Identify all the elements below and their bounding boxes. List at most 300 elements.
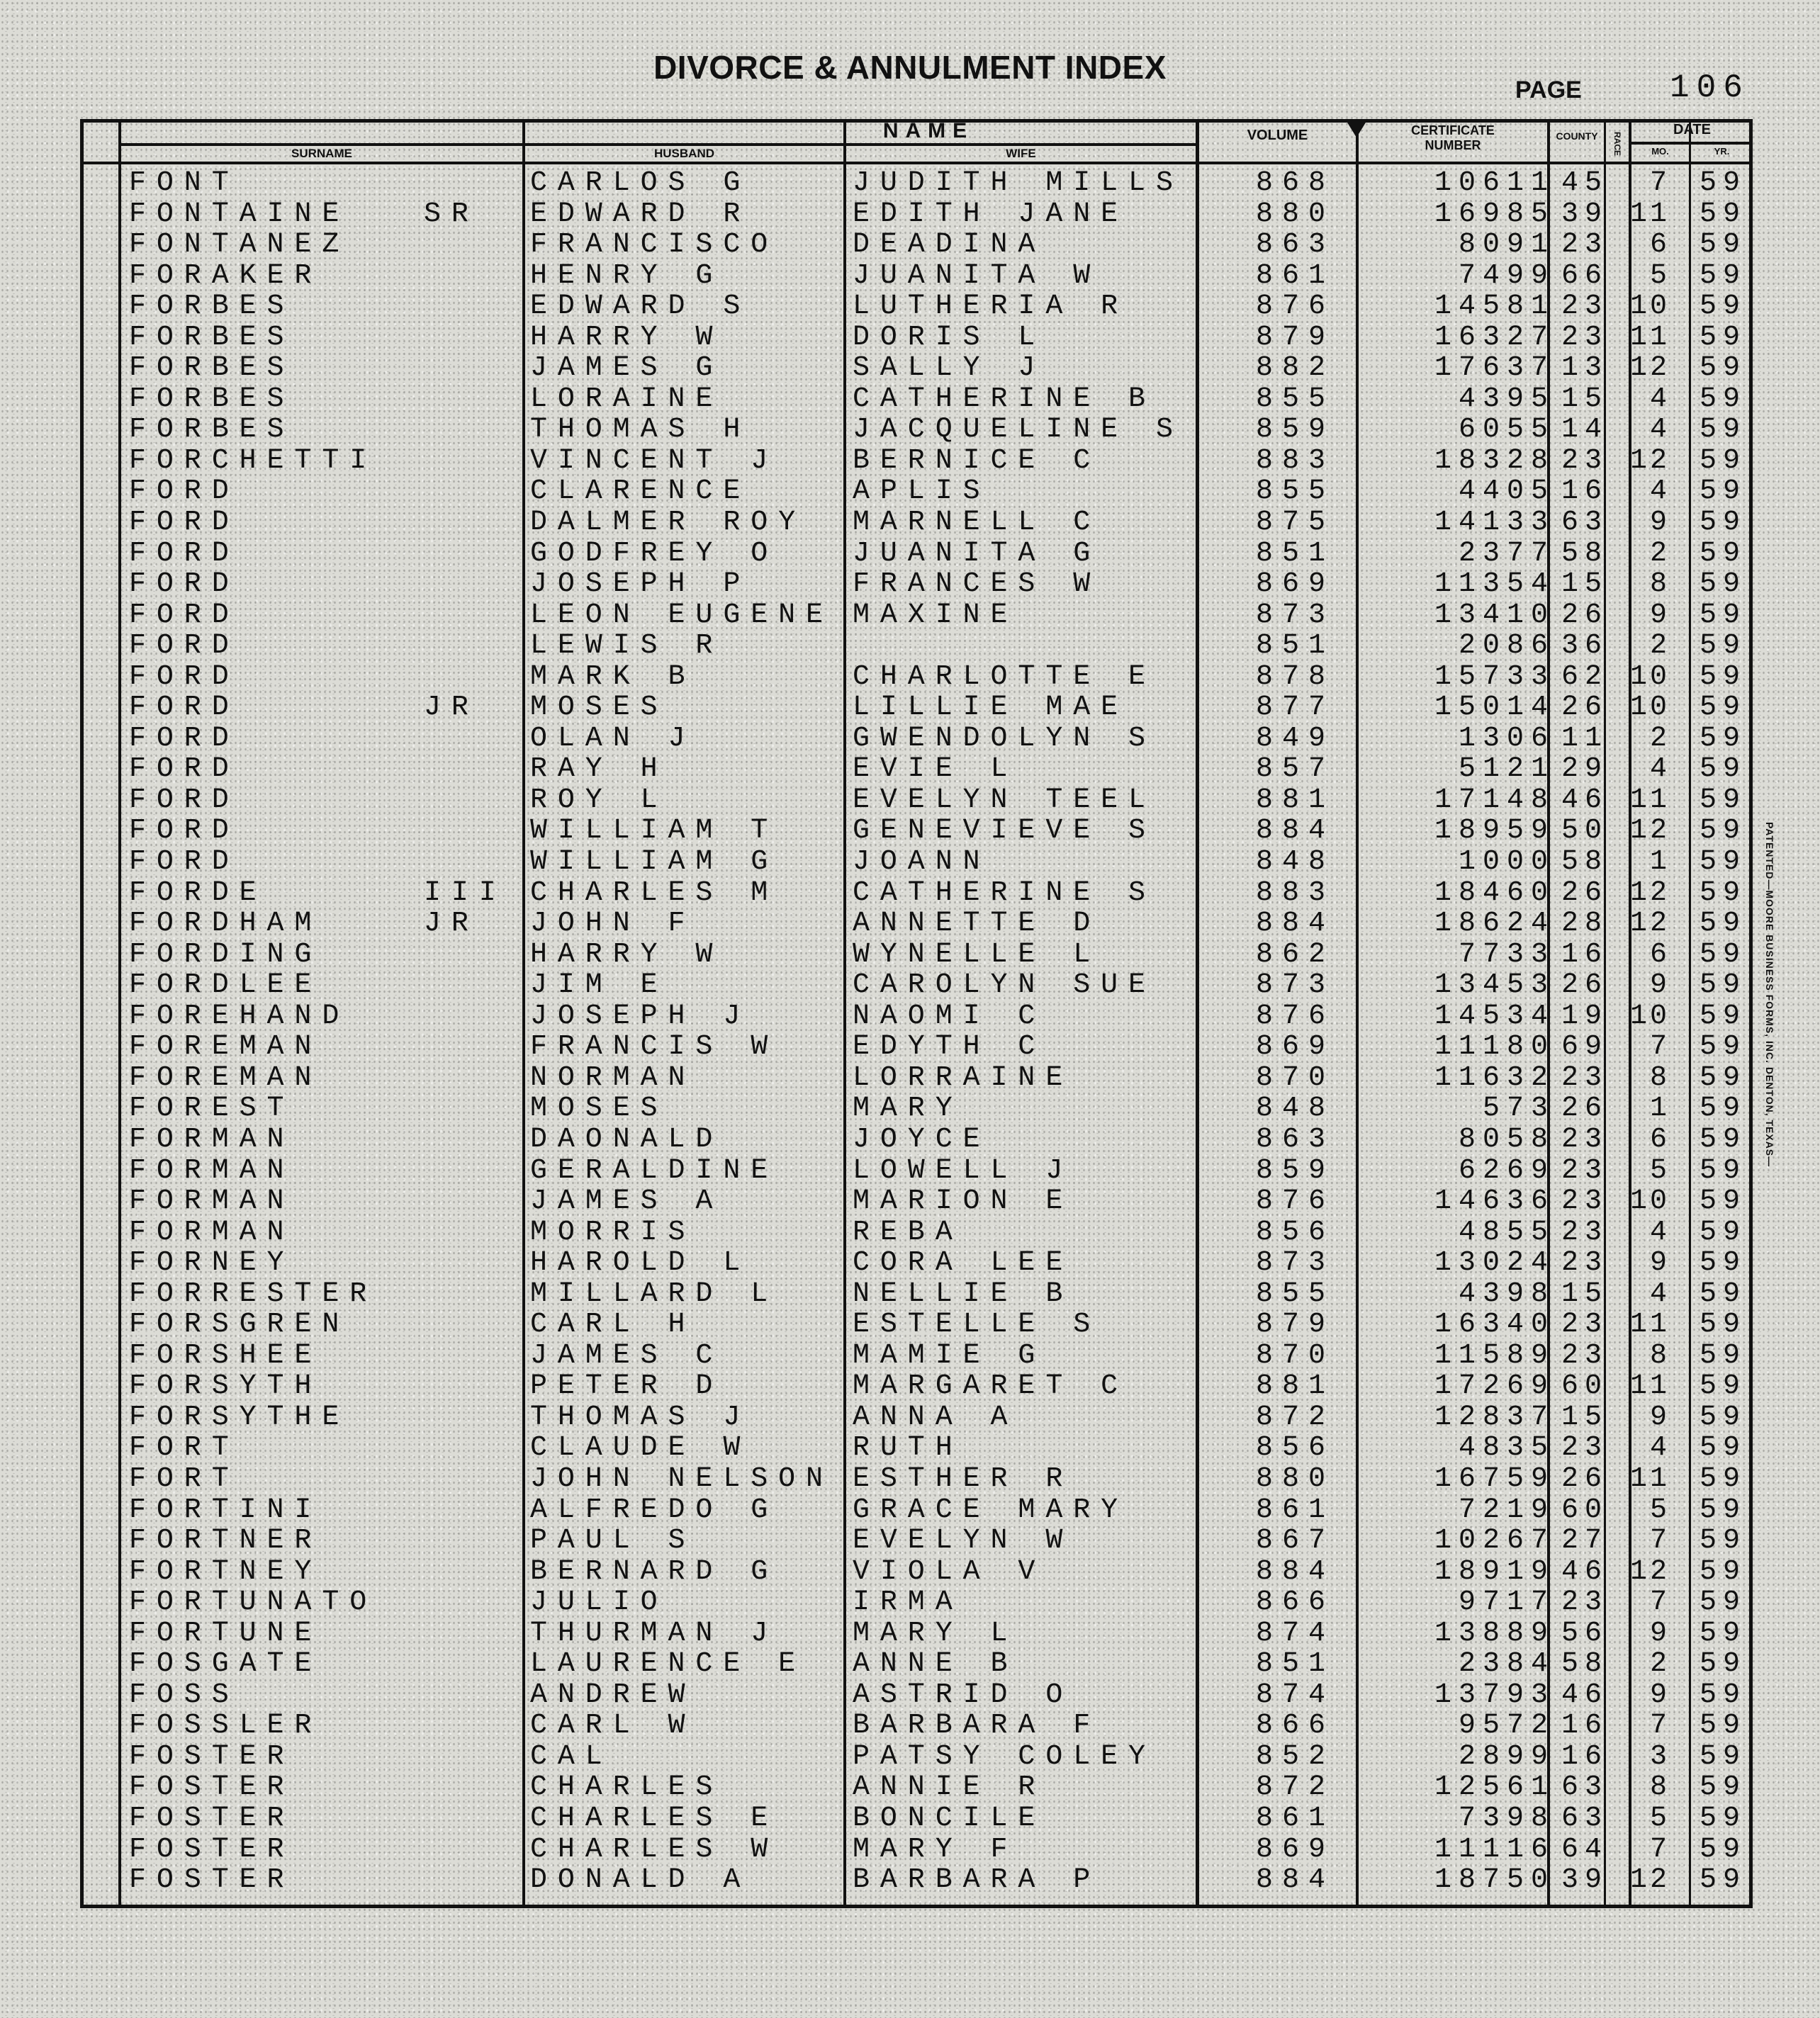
table-row bbox=[0, 1494, 1820, 1526]
volume-cell: 851 bbox=[1256, 630, 1335, 663]
year-cell: 59 bbox=[1700, 1679, 1747, 1711]
husband-cell: JULIO bbox=[530, 1586, 668, 1619]
volume-cell: 870 bbox=[1256, 1339, 1335, 1372]
county-cell: 23 bbox=[1561, 1586, 1609, 1619]
table-row bbox=[0, 1278, 1820, 1309]
wife-cell: MAXINE bbox=[853, 599, 1018, 631]
county-cell: 23 bbox=[1561, 1339, 1609, 1372]
surname-cell: FORSGREN bbox=[129, 1309, 350, 1341]
husband-cell: HARRY W bbox=[530, 938, 724, 971]
surname-cell: FORNEY bbox=[129, 1247, 295, 1280]
husband-cell: CARL H bbox=[530, 1309, 696, 1341]
county-cell: 23 bbox=[1561, 1432, 1609, 1465]
husband-cell: PAUL S bbox=[530, 1525, 696, 1557]
volume-cell: 879 bbox=[1256, 1309, 1335, 1341]
surname-cell: FORSYTHE bbox=[129, 1401, 350, 1433]
month-cell: 5 bbox=[1649, 1154, 1670, 1187]
husband-cell: CHARLES E bbox=[530, 1802, 779, 1834]
surname-header: SURNAME bbox=[291, 147, 352, 160]
volume-cell: 869 bbox=[1256, 1031, 1335, 1064]
table-row bbox=[0, 414, 1820, 445]
month-cell: 10 bbox=[1629, 660, 1670, 693]
county-cell: 26 bbox=[1561, 599, 1609, 631]
certificate-cell: 13024 bbox=[1434, 1247, 1555, 1280]
surname-cell: FOSTER bbox=[129, 1771, 295, 1804]
certificate-cell: 5121 bbox=[1458, 753, 1555, 786]
volume-cell: 856 bbox=[1256, 1216, 1335, 1248]
husband-cell: GERALDINE bbox=[530, 1154, 779, 1187]
volume-cell: 876 bbox=[1256, 1185, 1335, 1218]
county-cell: 62 bbox=[1561, 660, 1609, 693]
wife-cell: SALLY J bbox=[853, 352, 1046, 385]
table-row bbox=[0, 1864, 1820, 1895]
wife-cell: LOWELL J bbox=[853, 1154, 1074, 1187]
year-cell: 59 bbox=[1700, 1740, 1747, 1773]
county-cell: 26 bbox=[1561, 876, 1609, 909]
table-row bbox=[0, 198, 1820, 230]
surname-cell: FORD bbox=[129, 475, 240, 508]
certificate-cell: 7733 bbox=[1458, 938, 1555, 971]
wife-cell: ESTHER R bbox=[853, 1462, 1074, 1495]
wife-cell: DORIS L bbox=[853, 321, 1046, 354]
surname-cell: FORTNER bbox=[129, 1525, 322, 1557]
county-cell: 23 bbox=[1561, 291, 1609, 323]
table-row bbox=[0, 1648, 1820, 1679]
certificate-cell: 8058 bbox=[1458, 1123, 1555, 1156]
county-cell: 69 bbox=[1561, 1031, 1609, 1064]
wife-cell: GRACE MARY bbox=[853, 1494, 1129, 1526]
volume-cell: 848 bbox=[1256, 1093, 1335, 1125]
volume-cell: 875 bbox=[1256, 507, 1335, 539]
volume-cell: 874 bbox=[1256, 1679, 1335, 1711]
wife-cell: PATSY COLEY bbox=[853, 1740, 1156, 1773]
county-cell: 23 bbox=[1561, 1154, 1609, 1187]
table-row bbox=[0, 1463, 1820, 1494]
certificate-header-line2: NUMBER bbox=[1425, 138, 1481, 152]
surname-cell: FORAKER bbox=[129, 259, 322, 292]
certificate-cell: 17148 bbox=[1434, 784, 1555, 816]
county-cell: 23 bbox=[1561, 1061, 1609, 1094]
table-row bbox=[0, 1618, 1820, 1649]
volume-cell: 880 bbox=[1256, 1462, 1335, 1495]
table-row bbox=[0, 939, 1820, 970]
county-cell: 58 bbox=[1561, 1648, 1609, 1681]
month-cell: 11 bbox=[1629, 1370, 1670, 1403]
county-cell: 23 bbox=[1561, 1309, 1609, 1341]
husband-cell: JAMES A bbox=[530, 1185, 724, 1218]
date-header-rule bbox=[1629, 142, 1753, 145]
certificate-cell: 4395 bbox=[1458, 383, 1555, 415]
surname-cell: FORTINI bbox=[129, 1494, 322, 1526]
year-cell: 59 bbox=[1700, 692, 1747, 724]
year-cell: 59 bbox=[1700, 1185, 1747, 1218]
wife-cell: REBA bbox=[853, 1216, 963, 1248]
wife-cell: MARION E bbox=[853, 1185, 1074, 1218]
county-cell: 26 bbox=[1561, 969, 1609, 1002]
table-row bbox=[0, 1586, 1820, 1618]
year-cell: 59 bbox=[1700, 198, 1747, 230]
surname-cell: FORD bbox=[129, 660, 240, 693]
surname-cell: FONTANEZ bbox=[129, 229, 350, 261]
month-cell: 3 bbox=[1649, 1740, 1670, 1773]
certificate-cell: 11354 bbox=[1434, 568, 1555, 601]
county-cell: 39 bbox=[1561, 198, 1609, 230]
month-cell: 5 bbox=[1649, 1802, 1670, 1834]
table-row bbox=[0, 260, 1820, 291]
wife-cell: JACQUELINE S bbox=[853, 414, 1184, 446]
wife-cell: DEADINA bbox=[853, 229, 1046, 261]
county-cell: 26 bbox=[1561, 692, 1609, 724]
certificate-cell: 10611 bbox=[1434, 167, 1555, 199]
year-cell: 59 bbox=[1700, 660, 1747, 693]
volume-cell: 878 bbox=[1256, 660, 1335, 693]
month-cell: 4 bbox=[1649, 414, 1670, 446]
volume-cell: 855 bbox=[1256, 1278, 1335, 1310]
table-row bbox=[0, 1309, 1820, 1340]
husband-cell: EDWARD R bbox=[530, 198, 751, 230]
month-cell: 10 bbox=[1629, 1000, 1670, 1032]
volume-cell: 883 bbox=[1256, 444, 1335, 477]
table-row bbox=[0, 383, 1820, 415]
husband-cell: CLARENCE bbox=[530, 475, 751, 508]
surname-cell: FORTNEY bbox=[129, 1555, 322, 1588]
wife-cell: BERNICE C bbox=[853, 444, 1101, 477]
volume-cell: 863 bbox=[1256, 1123, 1335, 1156]
wife-cell: EVELYN W bbox=[853, 1525, 1074, 1557]
wife-cell: ANNETTE D bbox=[853, 908, 1101, 940]
husband-cell: MARK B bbox=[530, 660, 696, 693]
wife-cell: NAOMI C bbox=[853, 1000, 1046, 1032]
table-row bbox=[0, 1185, 1820, 1217]
surname-cell: FORBES bbox=[129, 383, 295, 415]
certificate-cell: 7499 bbox=[1458, 259, 1555, 292]
table-row bbox=[0, 1247, 1820, 1278]
husband-cell: THOMAS J bbox=[530, 1401, 751, 1433]
month-cell: 4 bbox=[1649, 753, 1670, 786]
table-row bbox=[0, 1340, 1820, 1371]
table-row bbox=[0, 1803, 1820, 1834]
county-cell: 27 bbox=[1561, 1525, 1609, 1557]
wife-cell: RUTH bbox=[853, 1432, 963, 1465]
surname-cell: FORBES bbox=[129, 352, 295, 385]
month-cell: 9 bbox=[1649, 1247, 1670, 1280]
county-cell: 66 bbox=[1561, 259, 1609, 292]
table-row bbox=[0, 445, 1820, 476]
husband-cell: LEON EUGENE bbox=[530, 599, 833, 631]
table-row bbox=[0, 507, 1820, 538]
table-row bbox=[0, 1217, 1820, 1248]
wife-cell: EVELYN TEEL bbox=[853, 784, 1156, 816]
race-header: RACE bbox=[1612, 132, 1622, 157]
surname-cell: FORMAN bbox=[129, 1123, 295, 1156]
year-cell: 59 bbox=[1700, 1494, 1747, 1526]
table-row bbox=[0, 815, 1820, 846]
table-row bbox=[0, 599, 1820, 631]
month-cell: 12 bbox=[1629, 444, 1670, 477]
volume-cell: 876 bbox=[1256, 291, 1335, 323]
table-row bbox=[0, 1124, 1820, 1155]
year-cell: 59 bbox=[1700, 753, 1747, 786]
year-cell: 59 bbox=[1700, 1031, 1747, 1064]
surname-cell: FORD bbox=[129, 507, 240, 539]
husband-cell: JIM E bbox=[530, 969, 668, 1002]
year-cell: 59 bbox=[1700, 352, 1747, 385]
husband-cell: CARLOS G bbox=[530, 167, 751, 199]
wife-cell: WYNELLE L bbox=[853, 938, 1101, 971]
volume-cell: 882 bbox=[1256, 352, 1335, 385]
table-row bbox=[0, 322, 1820, 353]
husband-cell: JAMES C bbox=[530, 1339, 724, 1372]
table-row bbox=[0, 229, 1820, 260]
surname-cell: FORD bbox=[129, 630, 240, 663]
down-triangle-icon bbox=[1344, 118, 1369, 139]
wife-cell: JUANITA W bbox=[853, 259, 1101, 292]
wife-cell: ANNE B bbox=[853, 1648, 1018, 1681]
certificate-cell: 18460 bbox=[1434, 876, 1555, 909]
year-cell: 59 bbox=[1700, 1555, 1747, 1588]
husband-cell: THURMAN J bbox=[530, 1617, 779, 1650]
year-cell: 59 bbox=[1700, 229, 1747, 261]
husband-cell: BERNARD G bbox=[530, 1555, 779, 1588]
husband-cell: MORRIS bbox=[530, 1216, 696, 1248]
surname-cell: FOREHAND bbox=[129, 1000, 350, 1032]
wife-cell: EDITH JANE bbox=[853, 198, 1129, 230]
year-cell: 59 bbox=[1700, 1216, 1747, 1248]
month-cell: 5 bbox=[1649, 259, 1670, 292]
husband-cell: LORAINE bbox=[530, 383, 724, 415]
table-row bbox=[0, 1834, 1820, 1865]
year-cell: 59 bbox=[1700, 1617, 1747, 1650]
month-cell: 4 bbox=[1649, 475, 1670, 508]
husband-cell: WILLIAM G bbox=[530, 846, 779, 879]
wife-cell: VIOLA V bbox=[853, 1555, 1046, 1588]
county-cell: 26 bbox=[1561, 1462, 1609, 1495]
month-cell: 6 bbox=[1649, 938, 1670, 971]
table-row bbox=[0, 1155, 1820, 1186]
volume-cell: 879 bbox=[1256, 321, 1335, 354]
county-cell: 60 bbox=[1561, 1370, 1609, 1403]
husband-cell: HENRY G bbox=[530, 259, 724, 292]
wife-cell: JOYCE bbox=[853, 1123, 991, 1156]
volume-cell: 876 bbox=[1256, 1000, 1335, 1032]
year-cell: 59 bbox=[1700, 1000, 1747, 1032]
wife-cell: CHARLOTTE E bbox=[853, 660, 1156, 693]
certificate-cell: 13410 bbox=[1434, 599, 1555, 631]
table-row bbox=[0, 1741, 1820, 1772]
certificate-cell: 16340 bbox=[1434, 1309, 1555, 1341]
husband-cell: MOSES bbox=[530, 692, 668, 724]
county-cell: 23 bbox=[1561, 1185, 1609, 1218]
month-cell: 8 bbox=[1649, 568, 1670, 601]
county-cell: 60 bbox=[1561, 1494, 1609, 1526]
volume-cell: 884 bbox=[1256, 908, 1335, 940]
surname-cell: FORT bbox=[129, 1432, 240, 1465]
year-cell: 59 bbox=[1700, 1278, 1747, 1310]
wife-cell: ESTELLE S bbox=[853, 1309, 1101, 1341]
county-cell: 16 bbox=[1561, 1740, 1609, 1773]
surname-cell: FORD bbox=[129, 692, 240, 724]
wife-cell: ANNA A bbox=[853, 1401, 1018, 1433]
husband-cell: DONALD A bbox=[530, 1864, 751, 1897]
husband-cell: LAURENCE E bbox=[530, 1648, 807, 1681]
year-cell: 59 bbox=[1700, 259, 1747, 292]
wife-cell: CAROLYN SUE bbox=[853, 969, 1156, 1002]
county-header: COUNTY bbox=[1556, 130, 1598, 142]
certificate-cell: 13793 bbox=[1434, 1679, 1555, 1711]
husband-cell: MILLARD L bbox=[530, 1278, 779, 1310]
month-header: MO. bbox=[1651, 146, 1669, 157]
wife-cell: IRMA bbox=[853, 1586, 963, 1619]
month-cell: 12 bbox=[1629, 876, 1670, 909]
volume-cell: 881 bbox=[1256, 784, 1335, 816]
table-row bbox=[0, 723, 1820, 754]
month-cell: 4 bbox=[1649, 1278, 1670, 1310]
county-cell: 36 bbox=[1561, 630, 1609, 663]
certificate-cell: 18328 bbox=[1434, 444, 1555, 477]
certificate-cell: 17637 bbox=[1434, 352, 1555, 385]
volume-cell: 872 bbox=[1256, 1771, 1335, 1804]
month-cell: 12 bbox=[1629, 352, 1670, 385]
certificate-cell: 15014 bbox=[1434, 692, 1555, 724]
county-cell: 13 bbox=[1561, 352, 1609, 385]
county-cell: 56 bbox=[1561, 1617, 1609, 1650]
month-cell: 7 bbox=[1649, 1833, 1670, 1866]
year-cell: 59 bbox=[1700, 846, 1747, 879]
table-row bbox=[0, 352, 1820, 383]
county-cell: 23 bbox=[1561, 444, 1609, 477]
suffix-cell: JR bbox=[424, 908, 479, 940]
wife-cell: BARBARA P bbox=[853, 1864, 1101, 1897]
printer-imprint: PATENTED—MOORE BUSINESS FORMS, INC. DENTON, TEXAS— bbox=[1764, 822, 1775, 1168]
husband-cell: EDWARD S bbox=[530, 291, 751, 323]
table-row bbox=[0, 538, 1820, 569]
page-label: PAGE bbox=[1515, 77, 1582, 103]
month-cell: 10 bbox=[1629, 291, 1670, 323]
year-cell: 59 bbox=[1700, 938, 1747, 971]
year-cell: 59 bbox=[1700, 1833, 1747, 1866]
volume-cell: 862 bbox=[1256, 938, 1335, 971]
table-row bbox=[0, 661, 1820, 692]
wife-cell: MARY L bbox=[853, 1617, 1018, 1650]
husband-cell: DALMER ROY bbox=[530, 507, 807, 539]
month-cell: 1 bbox=[1649, 846, 1670, 879]
certificate-cell: 18959 bbox=[1434, 815, 1555, 847]
certificate-cell: 4398 bbox=[1458, 1278, 1555, 1310]
table-row bbox=[0, 1556, 1820, 1587]
volume-cell: 868 bbox=[1256, 167, 1335, 199]
surname-cell: FORD bbox=[129, 722, 240, 755]
year-cell: 59 bbox=[1700, 1525, 1747, 1557]
county-cell: 23 bbox=[1561, 1123, 1609, 1156]
date-header: DATE bbox=[1673, 122, 1711, 137]
year-cell: 59 bbox=[1700, 1370, 1747, 1403]
husband-cell: HARRY W bbox=[530, 321, 724, 354]
year-cell: 59 bbox=[1700, 537, 1747, 570]
surname-cell: FORD bbox=[129, 599, 240, 631]
year-cell: 59 bbox=[1700, 475, 1747, 508]
volume-cell: 851 bbox=[1256, 537, 1335, 570]
volume-cell: 870 bbox=[1256, 1061, 1335, 1094]
month-cell: 7 bbox=[1649, 1525, 1670, 1557]
month-cell: 8 bbox=[1649, 1339, 1670, 1372]
wife-cell: MARGARET C bbox=[853, 1370, 1129, 1403]
suffix-cell: SR bbox=[424, 198, 479, 230]
wife-cell: CORA LEE bbox=[853, 1247, 1074, 1280]
husband-cell: FRANCIS W bbox=[530, 1031, 779, 1064]
name-header-rule bbox=[118, 143, 1199, 146]
county-cell: 28 bbox=[1561, 908, 1609, 940]
surname-cell: FORD bbox=[129, 537, 240, 570]
certificate-cell: 9717 bbox=[1458, 1586, 1555, 1619]
year-cell: 59 bbox=[1700, 507, 1747, 539]
county-cell: 46 bbox=[1561, 1679, 1609, 1711]
county-cell: 23 bbox=[1561, 321, 1609, 354]
certificate-cell: 15733 bbox=[1434, 660, 1555, 693]
volume-cell: 856 bbox=[1256, 1432, 1335, 1465]
certificate-cell: 12837 bbox=[1434, 1401, 1555, 1433]
husband-header: HUSBAND bbox=[654, 147, 714, 160]
certificate-cell: 4855 bbox=[1458, 1216, 1555, 1248]
wife-cell: EDYTH C bbox=[853, 1031, 1046, 1064]
husband-cell: CHARLES bbox=[530, 1771, 724, 1804]
surname-cell: FORMAN bbox=[129, 1154, 295, 1187]
table-row bbox=[0, 568, 1820, 599]
husband-cell: CHARLES W bbox=[530, 1833, 779, 1866]
year-cell: 59 bbox=[1700, 321, 1747, 354]
wife-cell: JOANN bbox=[853, 846, 991, 879]
certificate-cell: 6055 bbox=[1458, 414, 1555, 446]
wife-cell: LUTHERIA R bbox=[853, 291, 1129, 323]
page-title: DIVORCE & ANNULMENT INDEX bbox=[653, 49, 1167, 86]
year-cell: 59 bbox=[1700, 1123, 1747, 1156]
table-row bbox=[0, 1710, 1820, 1741]
certificate-cell: 2899 bbox=[1458, 1740, 1555, 1773]
surname-cell: FOREST bbox=[129, 1093, 295, 1125]
husband-cell: HAROLD L bbox=[530, 1247, 751, 1280]
volume-cell: 861 bbox=[1256, 259, 1335, 292]
volume-cell: 866 bbox=[1256, 1710, 1335, 1742]
wife-cell: EVIE L bbox=[853, 753, 1018, 786]
certificate-cell: 7398 bbox=[1458, 1802, 1555, 1834]
surname-cell: FORD bbox=[129, 784, 240, 816]
certificate-cell: 11589 bbox=[1434, 1339, 1555, 1372]
certificate-cell: 573 bbox=[1482, 1093, 1555, 1125]
surname-cell: FOSGATE bbox=[129, 1648, 322, 1681]
name-header: NAME bbox=[882, 119, 974, 142]
year-cell: 59 bbox=[1700, 414, 1747, 446]
volume-cell: 861 bbox=[1256, 1494, 1335, 1526]
certificate-cell: 8091 bbox=[1458, 229, 1555, 261]
year-cell: 59 bbox=[1700, 1093, 1747, 1125]
year-cell: 59 bbox=[1700, 291, 1747, 323]
surname-cell: FOSTER bbox=[129, 1802, 295, 1834]
wife-header: WIFE bbox=[1006, 147, 1036, 160]
certificate-cell: 6269 bbox=[1458, 1154, 1555, 1187]
year-cell: 59 bbox=[1700, 1309, 1747, 1341]
husband-cell: VINCENT J bbox=[530, 444, 779, 477]
certificate-cell: 1306 bbox=[1458, 722, 1555, 755]
table-row bbox=[0, 630, 1820, 661]
county-cell: 14 bbox=[1561, 414, 1609, 446]
month-cell: 2 bbox=[1649, 722, 1670, 755]
month-cell: 12 bbox=[1629, 908, 1670, 940]
wife-cell: JUANITA G bbox=[853, 537, 1101, 570]
year-cell: 59 bbox=[1700, 383, 1747, 415]
table-row bbox=[0, 1370, 1820, 1402]
certificate-cell: 12561 bbox=[1434, 1771, 1555, 1804]
husband-cell: CAL bbox=[530, 1740, 613, 1773]
surname-cell: FONTAINE bbox=[129, 198, 350, 230]
